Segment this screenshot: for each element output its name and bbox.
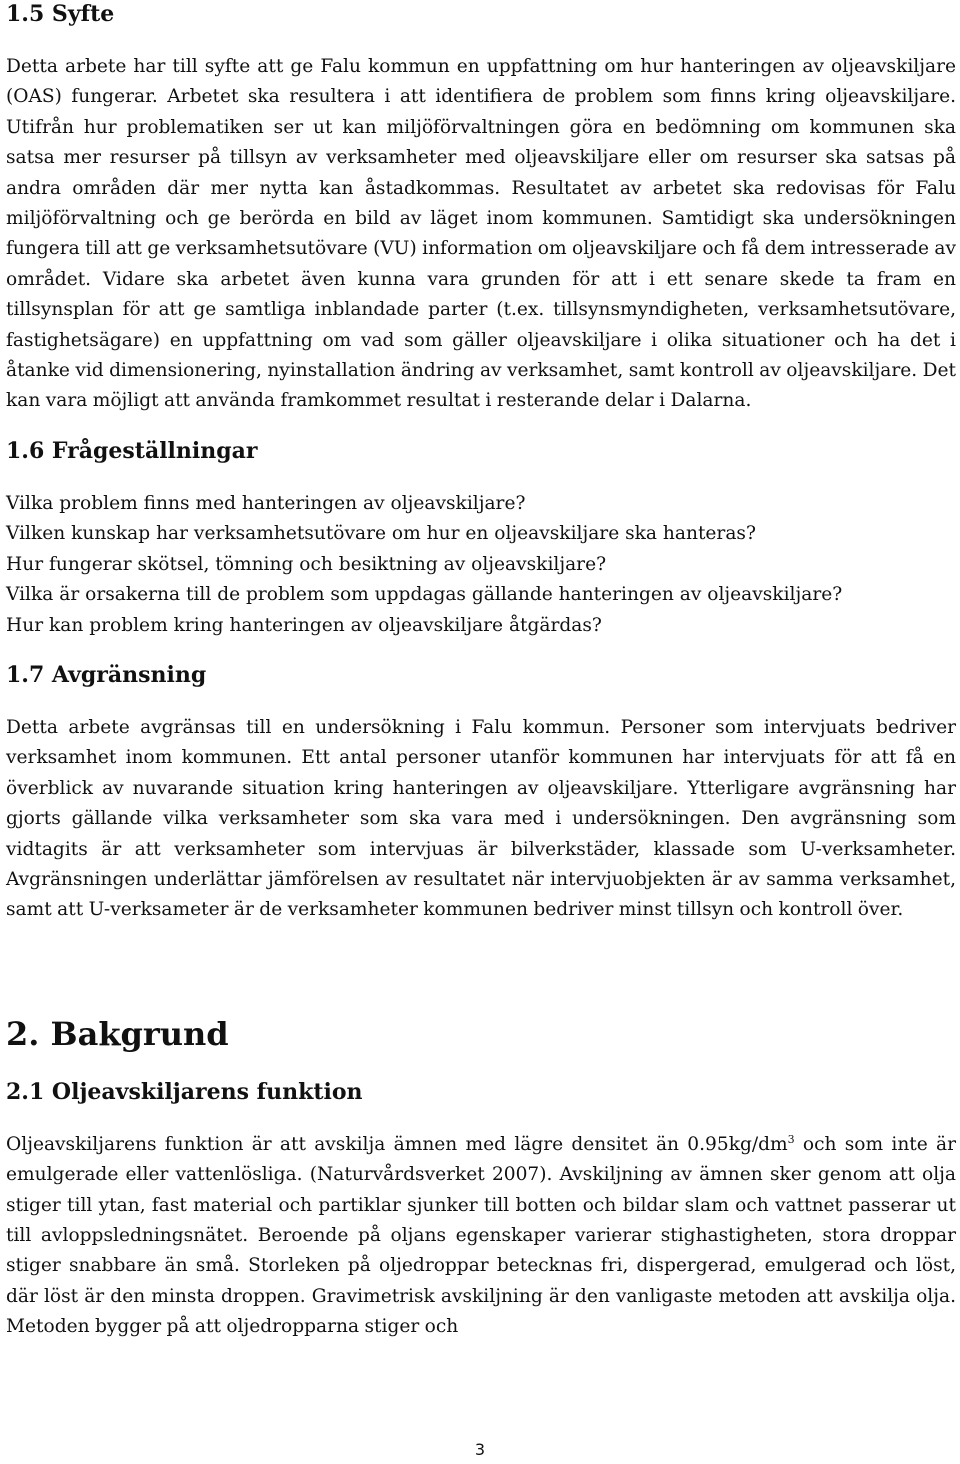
funktion-text-rest: och som inte är emulgerade eller vattenlösliga. (Naturvårdsverket 2007). Avskiljning av ämnen sker genom att olja stiger till ytan, fast material och partiklar sjunker till botten och bildar slam och vattnet passerar ut till avloppsledningsnätet. Beroende på oljans egenskaper varierar stighastigheten, stora droppar stiger snabbare än små. Storleken på oljedroppar betecknas fri, dispergerad, emulgerad och löst, där löst är den minsta droppen. Gravimetrisk avskiljning är den vanligaste metoden att avskilja olja. Metoden bygger på att oljedropparna stiger och <box>6 1133 957 1338</box>
section-heading-fragestallningar: 1.6 Frågeställningar <box>6 437 258 464</box>
question-item: Vilka problem finns med hanteringen av oljeavskiljare? <box>6 492 526 514</box>
question-item: Vilka är orsakerna till de problem som uppdagas gällande hanteringen av oljeavskiljare? <box>6 584 843 606</box>
section-heading-avgransning: 1.7 Avgränsning <box>6 661 207 688</box>
syfte-paragraph: Detta arbete har till syfte att ge Falu kommun en uppfattning om hur hanteringen av oljeavskiljare (OAS) fungerar. Arbetet ska resultera i att identifiera de problem som finns kring oljeavskiljare. Utifrån hur problematiken ser ut kan miljöförvaltningen göra en bedömning om kommunen ska satsa mer resurser på tillsyn av verksamheter med oljeavskiljare eller om resurser ska satsas på andra områden där mer nytta kan åstadkommas. Resultatet av arbetet ska redovisas för Falu miljöförvaltning och ge berörda en bild av läget inom kommunen. Samtidigt ska undersökningen fungera till att ge verksamhetsutövare (VU) information om oljeavskiljare och få dem intresserade av området. Vidare ska arbetet även kunna vara grunden för att i ett senare skede ta fram en tillsynsplan för att ge samtliga inblandade parter (t.ex. tillsynsmyndigheten, verksamhetsutövare, fastighetsägare) en uppfattning om vad som gäller oljeavskiljare i olika situationer och ha det i åtanke vid dimensionering, nyinstallation ändring av verksamhet, samt kontroll av oljeavskiljare. Det kan vara möjligt att använda framkommet resultat i resterande delar i Dalarna. <box>6 56 956 412</box>
section-heading-syfte: 1.5 Syfte <box>6 1 115 27</box>
questions-list <box>6 489 956 641</box>
avgransning-paragraph: Detta arbete avgränsas till en undersökning i Falu kommun. Personer som intervjuats bedriver verksamhet inom kommunen. Ett antal personer utanför kommunen har intervjuats för att få en överblick av nuvarande situation kring hanteringen av oljeavskiljare. Ytterligare avgränsning har gjorts gällande vilka verksamheter som ska vara med i undersökningen. Den avgränsning som vidtagits är att verksamheter som intervjuas är bilverkstäder, klassade som U-verksamheter. Avgränsningen underlättar jämförelsen av resultatet när intervjuobjekten är av samma verksamhet, samt att U-verksameter är de verksamheter kommunen bedriver minst tillsyn och kontroll över. <box>6 716 956 921</box>
document-page <box>6 0 956 1343</box>
funktion-text-start: Oljeavskiljarens funktion är att avskilja ämnen med lägre densitet än 0.95kg/dm <box>6 1133 788 1155</box>
question-item: Hur kan problem kring hanteringen av oljeavskiljare åtgärdas? <box>6 614 602 636</box>
section-heading-oljeavskiljarens-funktion: 2.1 Oljeavskiljarens funktion <box>6 1078 363 1105</box>
chapter-heading-bakgrund: 2. Bakgrund <box>6 1014 229 1053</box>
question-item: Vilken kunskap har verksamhetsutövare om hur en oljeavskiljare ska hanteras? <box>6 523 756 545</box>
page-number: 3 <box>474 1440 486 1459</box>
funktion-paragraph <box>6 1130 956 1343</box>
superscript-cubic: 3 <box>787 1132 795 1146</box>
question-item: Hur fungerar skötsel, tömning och besiktning av oljeavskiljare? <box>6 553 607 575</box>
